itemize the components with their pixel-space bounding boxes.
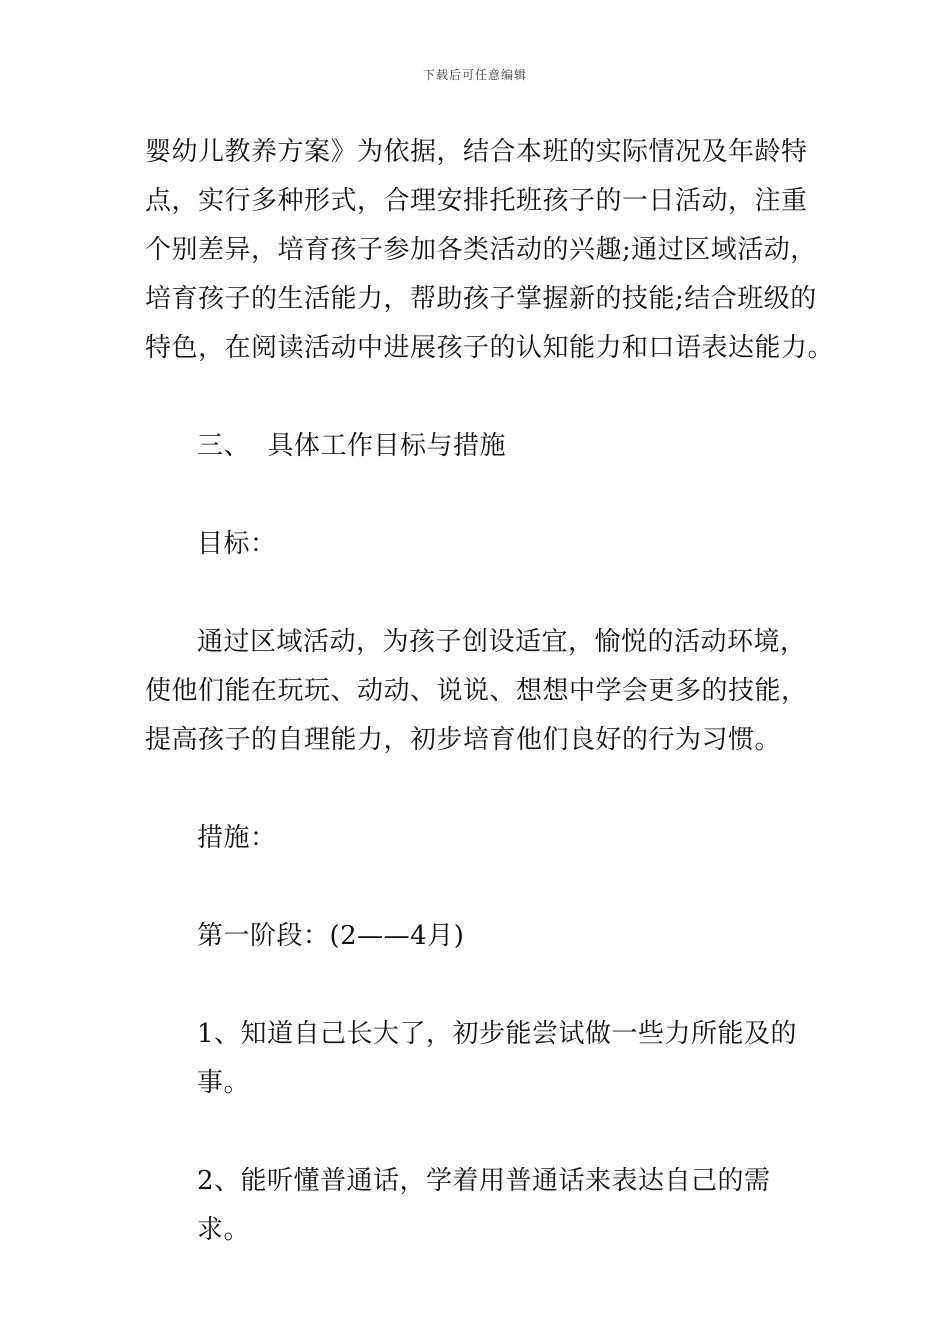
goal-label: 目标： [197,529,277,559]
intro-line: 点，实行多种形式，合理安排托班孩子的一日活动，注重 [145,186,808,216]
page-header: 下载后可任意编辑 [422,68,527,82]
goal-line: 通过区域活动，为孩子创设适宜，愉悦的活动环境， [197,627,807,657]
goal-line: 提高孩子的自理能力，初步培育他们良好的行为习惯。 [145,725,782,755]
intro-line: 婴幼儿教养方案》为依据，结合本班的实际情况及年龄特 [145,137,808,167]
goal-paragraph [145,618,810,765]
list-item: 1、知道自己长大了，初步能尝试做一些力所能及的事。 [197,1019,798,1098]
intro-line: 特色，在阅读活动中进展孩子的认知能力和口语表达能力。 [145,333,835,363]
stage-label: 第一阶段：(2——4月) [197,921,465,951]
section-heading: 三、 具体工作目标与措施 [197,431,507,461]
goal-line: 使他们能在玩玩、动动、说说、想想中学会更多的技能， [145,676,808,706]
intro-line: 培育孩子的生活能力，帮助孩子掌握新的技能;结合班级的 [145,284,817,314]
intro-paragraph [145,128,835,373]
document-body [145,128,835,1255]
intro-line: 个别差异，培育孩子参加各类活动的兴趣;通过区域活动， [145,235,817,265]
measures-label: 措施： [197,823,277,853]
list-item: 2、能听懂普通话，学着用普通话来表达自己的需求。 [197,1166,771,1245]
